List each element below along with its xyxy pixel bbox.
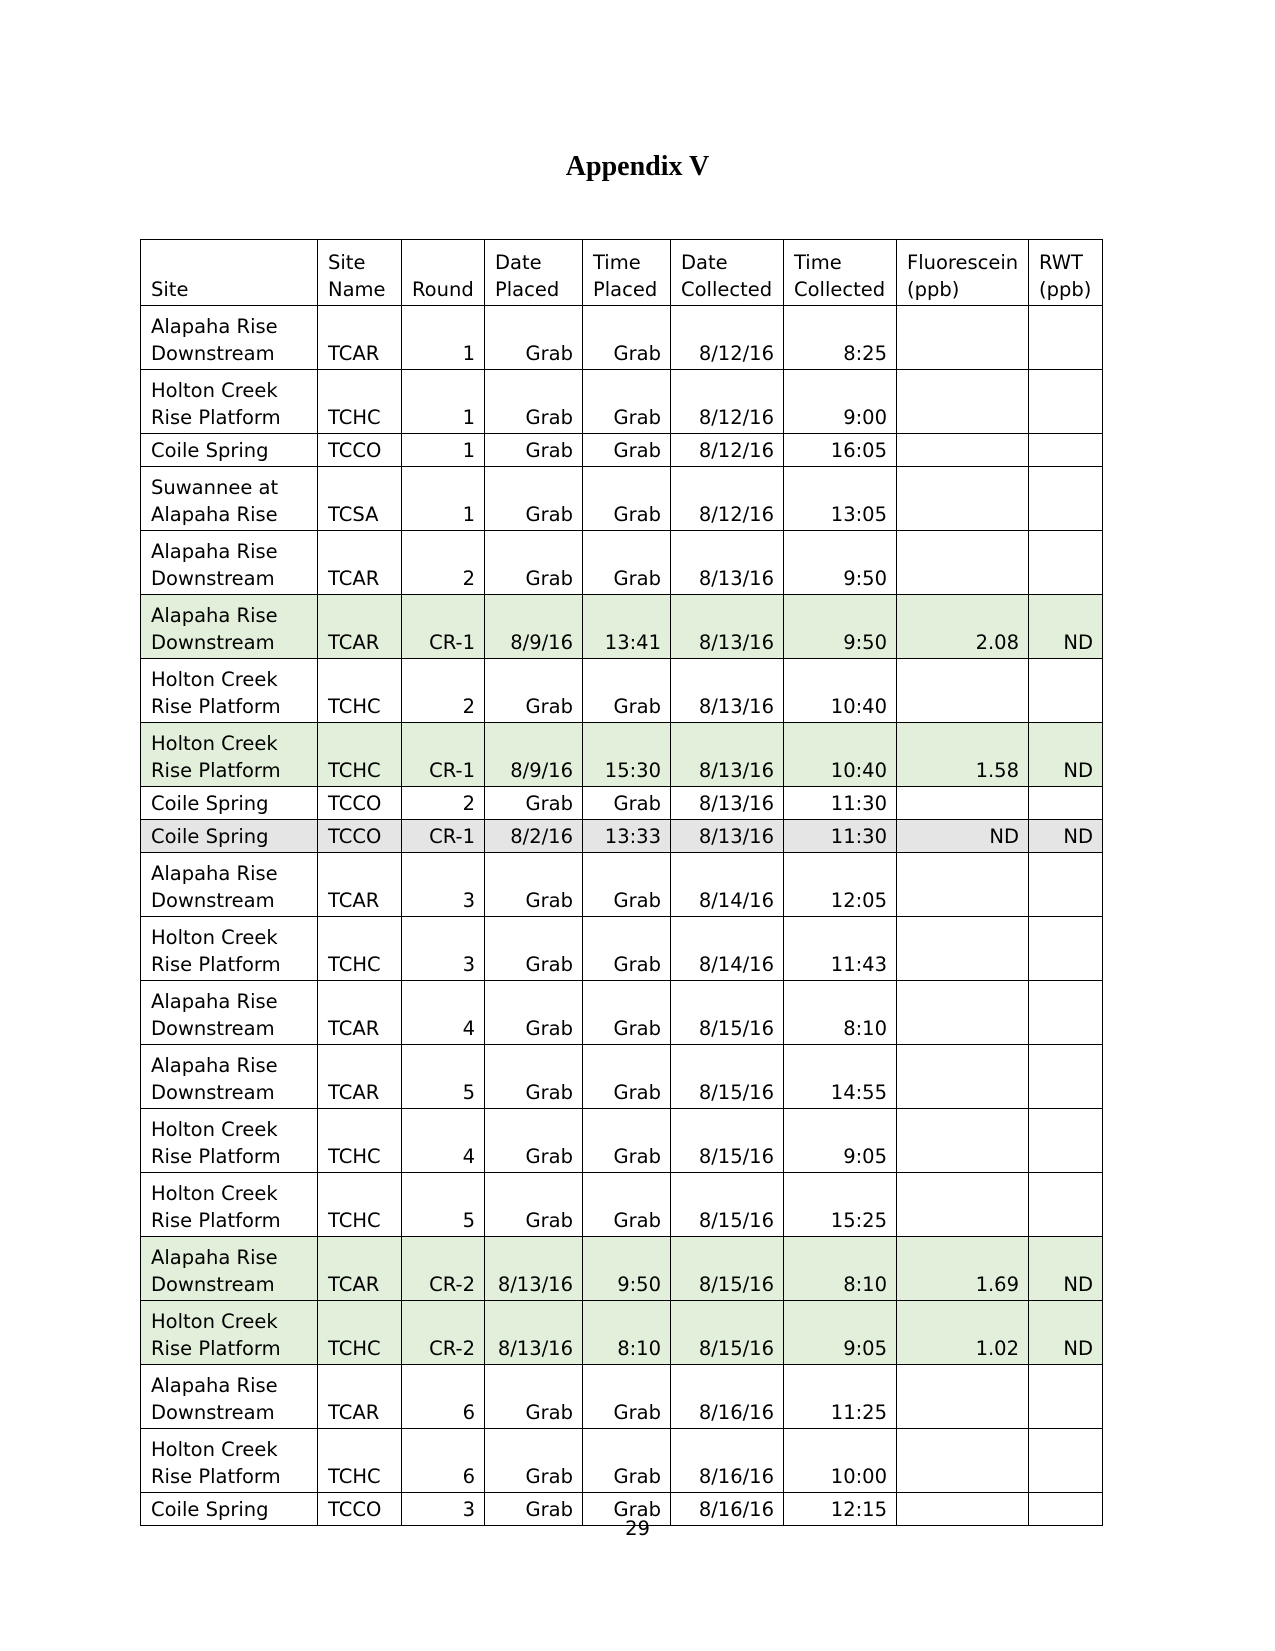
page-number: 29 [625, 1517, 650, 1540]
table-row [141, 981, 1103, 1045]
column-header-date-collected: Date Collected [671, 240, 784, 306]
fluorescein-cell: 1.69 [897, 1237, 1029, 1301]
fluorescein-cell [897, 853, 1029, 917]
page-title: Appendix V [565, 151, 710, 182]
rwt-cell: ND [1029, 723, 1103, 787]
date-placed-cell: Grab [485, 1109, 583, 1173]
table-row [141, 1365, 1103, 1429]
round-cell: 6 [402, 1429, 485, 1493]
column-header-time-collected: Time Collected [784, 240, 897, 306]
time-placed-cell: Grab [583, 787, 671, 820]
date-placed-cell: Grab [485, 787, 583, 820]
site-cell: Coile Spring [141, 820, 318, 853]
table-row [141, 1301, 1103, 1365]
date-collected-cell: 8/15/16 [671, 1237, 784, 1301]
table-row [141, 434, 1103, 467]
fluorescein-cell [897, 1365, 1029, 1429]
fluorescein-cell [897, 1045, 1029, 1109]
site-cell: Holton Creek Rise Platform [141, 1429, 318, 1493]
site-cell: Alapaha Rise Downstream [141, 981, 318, 1045]
rwt-cell [1029, 853, 1103, 917]
time-placed-cell: Grab [583, 981, 671, 1045]
time-collected-cell: 14:55 [784, 1045, 897, 1109]
time-collected-cell: 10:40 [784, 659, 897, 723]
time-collected-cell: 11:43 [784, 917, 897, 981]
site-name-cell: TCHC [318, 917, 402, 981]
round-cell: 3 [402, 1493, 485, 1526]
round-cell: 4 [402, 1109, 485, 1173]
table-row [141, 370, 1103, 434]
time-placed-cell: Grab [583, 306, 671, 370]
time-collected-cell: 12:05 [784, 853, 897, 917]
rwt-cell [1029, 531, 1103, 595]
date-placed-cell: 8/13/16 [485, 1237, 583, 1301]
time-placed-cell: Grab [583, 531, 671, 595]
table-row [141, 1237, 1103, 1301]
column-header-round: Round [402, 240, 485, 306]
fluorescein-cell [897, 787, 1029, 820]
site-cell: Alapaha Rise Downstream [141, 1045, 318, 1109]
round-cell: CR-1 [402, 723, 485, 787]
time-placed-cell: Grab [583, 1365, 671, 1429]
column-header-time-placed: Time Placed [583, 240, 671, 306]
date-placed-cell: Grab [485, 917, 583, 981]
site-cell: Holton Creek Rise Platform [141, 659, 318, 723]
time-collected-cell: 8:10 [784, 981, 897, 1045]
time-placed-cell: Grab [583, 917, 671, 981]
date-placed-cell: Grab [485, 1365, 583, 1429]
data-table [140, 239, 1103, 1526]
round-cell: 1 [402, 467, 485, 531]
fluorescein-cell [897, 917, 1029, 981]
column-header-site-name: Site Name [318, 240, 402, 306]
rwt-cell [1029, 917, 1103, 981]
date-placed-cell: Grab [485, 370, 583, 434]
table-row [141, 1173, 1103, 1237]
date-collected-cell: 8/12/16 [671, 434, 784, 467]
site-name-cell: TCAR [318, 981, 402, 1045]
site-cell: Holton Creek Rise Platform [141, 1173, 318, 1237]
date-collected-cell: 8/15/16 [671, 981, 784, 1045]
date-collected-cell: 8/14/16 [671, 853, 784, 917]
site-name-cell: TCHC [318, 659, 402, 723]
rwt-cell [1029, 787, 1103, 820]
site-name-cell: TCHC [318, 1429, 402, 1493]
time-placed-cell: Grab [583, 467, 671, 531]
date-placed-cell: Grab [485, 1045, 583, 1109]
date-collected-cell: 8/12/16 [671, 306, 784, 370]
site-cell: Coile Spring [141, 1493, 318, 1526]
date-collected-cell: 8/13/16 [671, 595, 784, 659]
fluorescein-cell: 1.02 [897, 1301, 1029, 1365]
round-cell: 2 [402, 531, 485, 595]
date-collected-cell: 8/12/16 [671, 370, 784, 434]
site-name-cell: TCHC [318, 370, 402, 434]
site-cell: Alapaha Rise Downstream [141, 531, 318, 595]
site-name-cell: TCHC [318, 723, 402, 787]
time-placed-cell: Grab [583, 1109, 671, 1173]
site-cell: Alapaha Rise Downstream [141, 1237, 318, 1301]
site-name-cell: TCCO [318, 434, 402, 467]
fluorescein-cell [897, 1429, 1029, 1493]
time-collected-cell: 9:00 [784, 370, 897, 434]
table-row [141, 723, 1103, 787]
time-placed-cell: 15:30 [583, 723, 671, 787]
round-cell: 1 [402, 434, 485, 467]
site-name-cell: TCCO [318, 787, 402, 820]
fluorescein-cell [897, 981, 1029, 1045]
fluorescein-cell [897, 306, 1029, 370]
rwt-cell [1029, 1429, 1103, 1493]
rwt-cell: ND [1029, 1301, 1103, 1365]
table-row [141, 1109, 1103, 1173]
date-collected-cell: 8/13/16 [671, 659, 784, 723]
rwt-cell [1029, 1173, 1103, 1237]
site-cell: Alapaha Rise Downstream [141, 306, 318, 370]
site-name-cell: TCCO [318, 820, 402, 853]
time-placed-cell: Grab [583, 1429, 671, 1493]
time-collected-cell: 9:05 [784, 1301, 897, 1365]
round-cell: 6 [402, 1365, 485, 1429]
fluorescein-cell [897, 1109, 1029, 1173]
site-cell: Alapaha Rise Downstream [141, 853, 318, 917]
time-placed-cell: Grab [583, 853, 671, 917]
column-header-fluorescein: Fluorescein (ppb) [897, 240, 1029, 306]
round-cell: 4 [402, 981, 485, 1045]
date-placed-cell: 8/9/16 [485, 595, 583, 659]
date-placed-cell: Grab [485, 434, 583, 467]
time-collected-cell: 16:05 [784, 434, 897, 467]
rwt-cell [1029, 467, 1103, 531]
rwt-cell: ND [1029, 595, 1103, 659]
fluorescein-cell [897, 467, 1029, 531]
date-collected-cell: 8/14/16 [671, 917, 784, 981]
time-collected-cell: 10:40 [784, 723, 897, 787]
fluorescein-cell [897, 531, 1029, 595]
site-cell: Alapaha Rise Downstream [141, 595, 318, 659]
date-collected-cell: 8/15/16 [671, 1301, 784, 1365]
round-cell: 5 [402, 1045, 485, 1109]
time-collected-cell: 11:25 [784, 1365, 897, 1429]
round-cell: 2 [402, 787, 485, 820]
site-name-cell: TCCO [318, 1493, 402, 1526]
table-row [141, 1045, 1103, 1109]
site-name-cell: TCHC [318, 1109, 402, 1173]
date-collected-cell: 8/15/16 [671, 1109, 784, 1173]
rwt-cell [1029, 306, 1103, 370]
table-row [141, 1429, 1103, 1493]
site-name-cell: TCAR [318, 853, 402, 917]
site-name-cell: TCAR [318, 531, 402, 595]
time-collected-cell: 12:15 [784, 1493, 897, 1526]
date-collected-cell: 8/13/16 [671, 723, 784, 787]
column-header-date-placed: Date Placed [485, 240, 583, 306]
column-header-rwt: RWT (ppb) [1029, 240, 1103, 306]
time-placed-cell: Grab [583, 1493, 671, 1526]
time-placed-cell: 13:33 [583, 820, 671, 853]
date-placed-cell: Grab [485, 306, 583, 370]
rwt-cell [1029, 370, 1103, 434]
table-row [141, 306, 1103, 370]
date-placed-cell: Grab [485, 659, 583, 723]
date-collected-cell: 8/13/16 [671, 820, 784, 853]
fluorescein-cell: ND [897, 820, 1029, 853]
table-row [141, 853, 1103, 917]
round-cell: 1 [402, 306, 485, 370]
round-cell: 3 [402, 853, 485, 917]
table-row [141, 467, 1103, 531]
time-placed-cell: 9:50 [583, 1237, 671, 1301]
date-collected-cell: 8/15/16 [671, 1045, 784, 1109]
header-row [141, 240, 1103, 306]
time-collected-cell: 8:25 [784, 306, 897, 370]
date-collected-cell: 8/16/16 [671, 1365, 784, 1429]
time-collected-cell: 10:00 [784, 1429, 897, 1493]
date-placed-cell: Grab [485, 1429, 583, 1493]
time-collected-cell: 9:05 [784, 1109, 897, 1173]
fluorescein-cell [897, 370, 1029, 434]
round-cell: CR-1 [402, 820, 485, 853]
date-placed-cell: 8/13/16 [485, 1301, 583, 1365]
site-name-cell: TCHC [318, 1173, 402, 1237]
time-placed-cell: Grab [583, 1045, 671, 1109]
table-row [141, 917, 1103, 981]
column-header-site: Site [141, 240, 318, 306]
time-collected-cell: 11:30 [784, 820, 897, 853]
fluorescein-cell [897, 434, 1029, 467]
site-cell: Holton Creek Rise Platform [141, 1301, 318, 1365]
time-collected-cell: 8:10 [784, 1237, 897, 1301]
site-cell: Holton Creek Rise Platform [141, 723, 318, 787]
time-placed-cell: Grab [583, 370, 671, 434]
date-placed-cell: Grab [485, 531, 583, 595]
time-collected-cell: 9:50 [784, 531, 897, 595]
rwt-cell [1029, 659, 1103, 723]
site-cell: Holton Creek Rise Platform [141, 370, 318, 434]
site-name-cell: TCAR [318, 306, 402, 370]
site-cell: Holton Creek Rise Platform [141, 917, 318, 981]
rwt-cell [1029, 981, 1103, 1045]
round-cell: 2 [402, 659, 485, 723]
rwt-cell [1029, 1365, 1103, 1429]
round-cell: 1 [402, 370, 485, 434]
site-cell: Holton Creek Rise Platform [141, 1109, 318, 1173]
rwt-cell [1029, 1109, 1103, 1173]
date-collected-cell: 8/12/16 [671, 467, 784, 531]
time-collected-cell: 13:05 [784, 467, 897, 531]
site-name-cell: TCAR [318, 1237, 402, 1301]
time-placed-cell: 8:10 [583, 1301, 671, 1365]
site-name-cell: TCHC [318, 1301, 402, 1365]
table-row [141, 531, 1103, 595]
site-cell: Suwannee at Alapaha Rise [141, 467, 318, 531]
table-row [141, 820, 1103, 853]
date-collected-cell: 8/13/16 [671, 531, 784, 595]
table-row [141, 595, 1103, 659]
round-cell: 5 [402, 1173, 485, 1237]
site-name-cell: TCAR [318, 1365, 402, 1429]
time-placed-cell: 13:41 [583, 595, 671, 659]
time-placed-cell: Grab [583, 1173, 671, 1237]
date-placed-cell: Grab [485, 1173, 583, 1237]
site-name-cell: TCSA [318, 467, 402, 531]
fluorescein-cell [897, 659, 1029, 723]
table-row [141, 659, 1103, 723]
date-placed-cell: 8/2/16 [485, 820, 583, 853]
time-collected-cell: 11:30 [784, 787, 897, 820]
fluorescein-cell: 2.08 [897, 595, 1029, 659]
round-cell: 3 [402, 917, 485, 981]
round-cell: CR-2 [402, 1237, 485, 1301]
date-placed-cell: Grab [485, 981, 583, 1045]
date-collected-cell: 8/16/16 [671, 1493, 784, 1526]
table-body [141, 306, 1103, 1526]
site-name-cell: TCAR [318, 595, 402, 659]
date-placed-cell: Grab [485, 467, 583, 531]
rwt-cell [1029, 1045, 1103, 1109]
round-cell: CR-1 [402, 595, 485, 659]
rwt-cell [1029, 434, 1103, 467]
rwt-cell: ND [1029, 1237, 1103, 1301]
fluorescein-cell: 1.58 [897, 723, 1029, 787]
time-collected-cell: 15:25 [784, 1173, 897, 1237]
site-cell: Coile Spring [141, 787, 318, 820]
date-placed-cell: 8/9/16 [485, 723, 583, 787]
site-cell: Alapaha Rise Downstream [141, 1365, 318, 1429]
rwt-cell: ND [1029, 820, 1103, 853]
date-collected-cell: 8/13/16 [671, 787, 784, 820]
time-collected-cell: 9:50 [784, 595, 897, 659]
date-collected-cell: 8/16/16 [671, 1429, 784, 1493]
site-name-cell: TCAR [318, 1045, 402, 1109]
date-placed-cell: Grab [485, 1493, 583, 1526]
table-row [141, 787, 1103, 820]
round-cell: CR-2 [402, 1301, 485, 1365]
time-placed-cell: Grab [583, 434, 671, 467]
date-collected-cell: 8/15/16 [671, 1173, 784, 1237]
fluorescein-cell [897, 1173, 1029, 1237]
site-cell: Coile Spring [141, 434, 318, 467]
date-placed-cell: Grab [485, 853, 583, 917]
time-placed-cell: Grab [583, 659, 671, 723]
